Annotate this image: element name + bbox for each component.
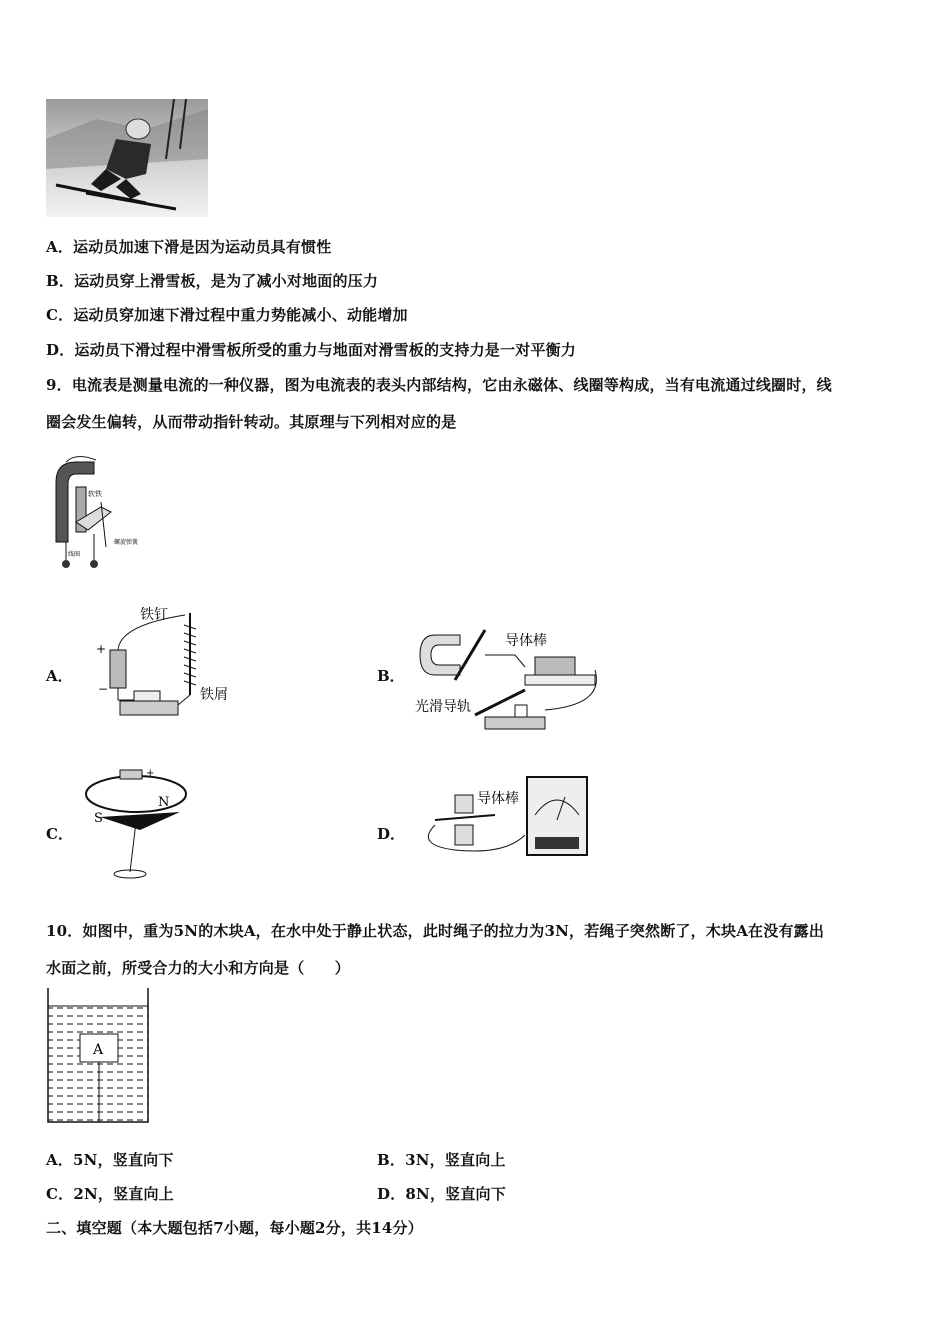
q9-option-b-label: B． <box>377 667 405 685</box>
label-n: N <box>158 795 170 810</box>
meter-label-coil: 线圈 <box>68 551 81 558</box>
q8-option-a: A．运动员加速下滑是因为运动员具有惯性 <box>46 238 332 256</box>
q9-option-c-label: C． <box>46 825 73 843</box>
skier-photo <box>46 99 208 217</box>
battery-minus: − <box>98 682 109 696</box>
q9-stem-line1: 9．电流表是测量电流的一种仪器，图为电流表的表头内部结构，它由永磁体、线圈等构成，当有电流通过线圈时，线 <box>46 376 832 394</box>
q9-option-a-label: A． <box>46 667 73 685</box>
q9-option-d-label: D． <box>377 825 406 843</box>
q10-stem-line2: 水面之前，所受合力的大小和方向是（ ） <box>46 959 351 977</box>
q10-option-d: D．8N，竖直向下 <box>377 1185 506 1203</box>
q10-stem-line1: 10．如图中，重为5N的木块A，在水中处于静止状态，此时绳子的拉力为3N，若绳子突然断了，木块A在没有露出 <box>46 922 825 940</box>
q9-stem-line2: 圈会发生偏转，从而带动指针转动。其原理与下列相对应的是 <box>46 413 457 431</box>
block-a-label: A <box>93 1042 104 1058</box>
q8-option-c: C．运动员穿加速下滑过程中重力势能减小、动能增加 <box>46 306 408 324</box>
label-rod-d: 导体棒 <box>477 791 519 807</box>
q9-option-a-figure[interactable] <box>90 605 250 723</box>
q10-option-b: B．3N，竖直向上 <box>377 1151 506 1169</box>
label-rod-b: 导体棒 <box>505 633 547 649</box>
q9-option-c-figure[interactable] <box>80 762 192 882</box>
q8-option-d: D．运动员下滑过程中滑雪板所受的重力与地面对滑雪板的支持力是一对平衡力 <box>46 341 577 359</box>
q9-option-d-figure[interactable] <box>415 775 595 880</box>
label-filings: 铁屑 <box>200 687 228 703</box>
water-tank-figure <box>46 988 152 1126</box>
label-s: S <box>94 811 103 826</box>
label-plus-c: + <box>146 768 155 779</box>
meter-label-spring: 螺旋弹簧 <box>114 539 139 546</box>
q10-option-a: A．5N，竖直向下 <box>46 1151 174 1169</box>
q9-option-b-figure[interactable] <box>415 625 605 733</box>
q10-option-c: C．2N，竖直向上 <box>46 1185 174 1203</box>
battery-plus: + <box>96 642 107 656</box>
ammeter-structure-figure <box>46 452 156 576</box>
label-nail: 铁钉 <box>140 607 168 623</box>
q8-option-b: B．运动员穿上滑雪板，是为了减小对地面的压力 <box>46 272 379 290</box>
section2-heading: 二、填空题（本大题包括7小题，每小题2分，共14分） <box>46 1219 423 1237</box>
meter-label-soft-iron: 软铁 <box>88 490 102 498</box>
label-rail: 光滑导轨 <box>415 699 471 715</box>
